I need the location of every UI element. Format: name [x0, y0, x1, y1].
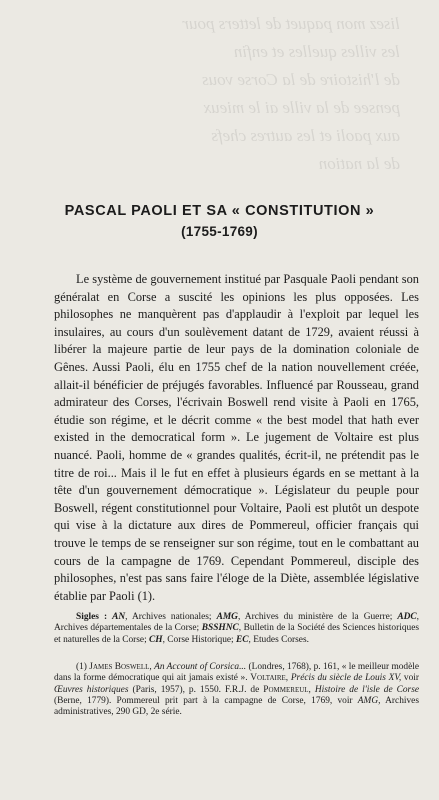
- footnote-work-title: Œuvres historiques: [54, 684, 129, 695]
- sigle-abbr: ADC: [397, 612, 417, 622]
- footnote-text: (Paris, 1957), p. 1550. F.R.J. de: [128, 684, 264, 695]
- page-subtitle: (1755-1769): [181, 224, 258, 239]
- footnote-author: Pommereul,: [263, 684, 311, 695]
- footnote-number: (1): [76, 662, 87, 672]
- sigle-abbr: BSSHNC: [201, 623, 239, 634]
- footnote-1: [54, 662, 419, 718]
- sigles-label: Sigles :: [76, 612, 108, 622]
- sigle-text: , Corse Historique;: [162, 634, 237, 645]
- footnote-text: (Londres, 1768), p. 161, « le meilleur modèle dans la forme démocratique qui ait jamais existé ».: [54, 662, 420, 684]
- body-paragraph: Le système de gouvernement institué par Pasquale Paoli pendant son généralat en Corse a suscité les opinions les plus opposées. Les philosophes ne manquèrent pas d'applaudir à l'exploit par lequel les insulaires, au cours d'un soulèvement datant de 1729, avaient réussi à libérer la majeure partie de leur pays de la domination coloniale de Gênes. Aussi Paoli, élu en 1755 chef de la nation nouvellement créée, allait-il bénéficier de préjugés favorables. Influencé par Rousseau, grand admirateur des Corses, l'écrivain Boswell rend visite à Paoli en 1765, étudie son régime, et le décrit comme « the best model that hath ever existed in the democratical form ». Le jugement de Voltaire est plus nuancé. Paoli, homme de « grandes qualités, écrit-il, ne prétendit pas le titre de roi... Mais il le fut en effet à plusieurs égards en se mettant à la tête d'un gouvernement démocratique ». Législateur du peuple pour Boswell, régent constitutionnel pour Voltaire, Paoli est plutôt un despote qui vise à la dictature aux dires de Pommereul, officier français qui trouve le temps de se renseigner sur son régime, tout en le combattant au cours de la campagne de 1769. Cependant Pommereul, disciple des philosophes, n'est pas sans faire l'éloge de la Diète, assemblée législative établie par Paoli (1).: [54, 272, 419, 603]
- footnote-text: voir: [401, 673, 419, 684]
- footnote-text: (Berne, 1779). Pommereul prit part à la campagne de Corse, 1769, voir: [54, 695, 358, 706]
- sigle-text: , Etudes Corses.: [248, 634, 309, 645]
- footnote-work-title: AMG,: [357, 695, 381, 706]
- sigle-text: , Archives du ministère de la Guerre;: [237, 612, 398, 622]
- footnote-text: Archives administratives, 290 GD, 2e série.: [54, 695, 419, 718]
- sigle-abbr: AN: [112, 612, 126, 622]
- sigles-note: [54, 612, 419, 646]
- sigle-text: , Archives nationales;: [125, 612, 217, 622]
- show-through-text: lisez mon paquet de letters pour les villes quelles et enfin de l'histoire de la Corse vous pensee de la ville ai le mieux aux paoli et les autres chefs de la nation: [182, 14, 400, 173]
- footnote-author: James Boswell,: [89, 662, 152, 672]
- footnote-author: Voltaire,: [250, 673, 289, 684]
- page-title: PASCAL PAOLI ET SA « CONSTITUTION »: [64, 203, 375, 219]
- sigle-abbr: AMG: [216, 612, 238, 622]
- sigle-text: , Archives départementales de la Corse;: [54, 612, 420, 634]
- sigle-text: , Bulletin de la Société des Sciences historiques et naturelles de la Corse;: [54, 623, 420, 645]
- sigle-abbr: CH: [149, 634, 163, 645]
- footnote-work-title: An Account of Corsica...: [154, 662, 247, 672]
- footnote-work-title: Précis du siècle de Louis XV,: [290, 673, 402, 684]
- sigle-abbr: EC: [236, 634, 249, 645]
- footnote-work-title: Histoire de l'isle de Corse: [314, 684, 420, 695]
